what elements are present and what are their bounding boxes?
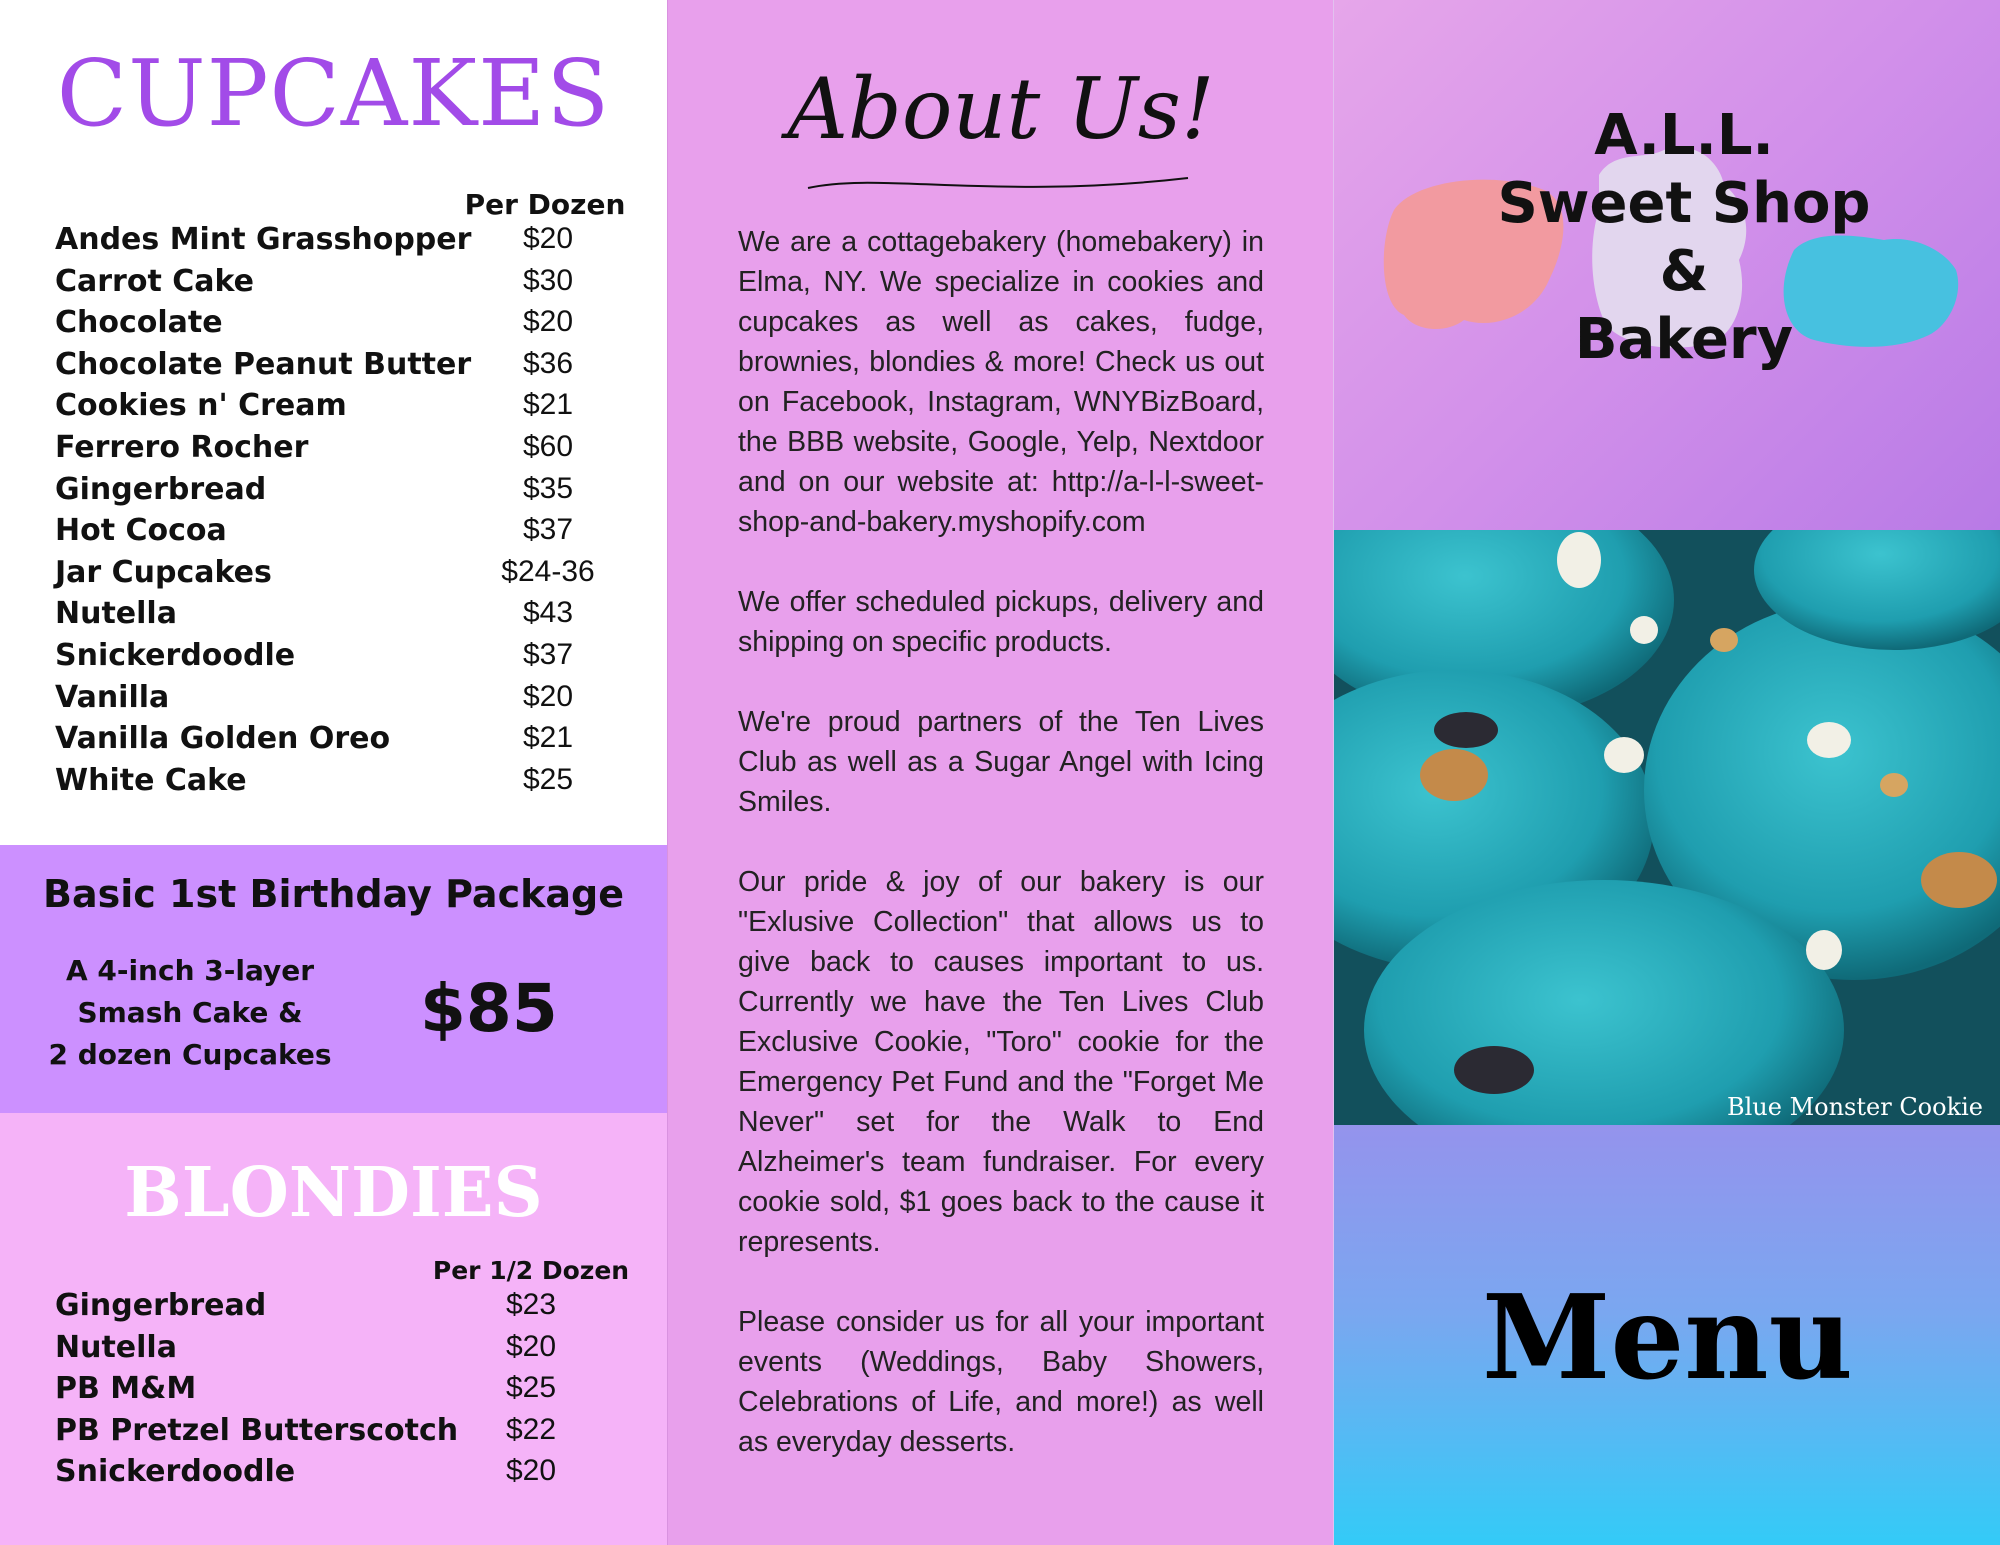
menu-item-name: Snickerdoodle — [55, 637, 296, 673]
logo-line: Bakery — [1574, 307, 1794, 372]
menu-item — [55, 347, 635, 389]
birthday-description-line: 2 dozen Cupcakes — [48, 1038, 332, 1071]
menu-item-name: PB M&M — [55, 1371, 197, 1407]
menu-item-name: Nutella — [55, 596, 177, 632]
menu-item-name: Gingerbread — [55, 1288, 267, 1323]
menu-item-name: Carrot Cake — [55, 263, 254, 299]
menu-title: Menu — [1482, 1270, 1853, 1406]
menu-item — [55, 638, 635, 680]
blondies-list — [55, 1288, 635, 1496]
menu-item-name: Ferrero Rocher — [55, 429, 309, 465]
birthday-package-title: Basic 1st Birthday Package — [43, 872, 624, 916]
menu-item-price: $36 — [522, 346, 574, 380]
menu-item-name: Snickerdoodle — [55, 1454, 296, 1490]
menu-item-name: Cookies n' Cream — [55, 388, 347, 424]
cupcakes-title: CUPCAKES — [56, 40, 611, 147]
menu-item — [55, 763, 635, 805]
menu-item-price: $60 — [522, 429, 574, 463]
logo-line: A.L.L. — [1594, 103, 1774, 168]
menu-item-price: $37 — [522, 637, 574, 671]
about-body — [738, 222, 1264, 1502]
menu-item-name: Chocolate Peanut Butter — [55, 346, 472, 382]
photo-caption: Blue Monster Cookie — [1726, 1093, 1983, 1121]
menu-item-price: $43 — [522, 596, 574, 630]
menu-item-price: $22 — [505, 1412, 557, 1446]
about-paragraph: Please consider us for all your important events (Weddings, Baby Showers, Celebrations of Life, and more!) as well as everyday desserts. — [738, 1306, 1264, 1458]
menu-item-name: Vanilla Golden Oreo — [55, 721, 391, 757]
menu-item-name: Vanilla — [55, 679, 170, 715]
about-paragraph: Our pride & joy of our bakery is our "Exlusive Collection" that allows us to give back to causes important to us. Currently we have the Ten Lives Club Exclusive Cookie, "Toro" cookie for the Emergency Pet Fund and the "Forget Me Never" set for the Walk to End Alzheimer's team fundraiser. For every cookie sold, $1 goes back to the cause it represents. — [738, 866, 1264, 1258]
menu-item — [55, 680, 635, 722]
birthday-description-line: Smash Cake & — [77, 996, 303, 1029]
menu-item-price: $35 — [522, 471, 574, 505]
menu-item — [55, 1371, 635, 1413]
menu-item-name: Jar Cupcakes — [55, 554, 272, 590]
blondies-column-header: Per 1/2 Dozen — [432, 1256, 630, 1285]
logo-line: & — [1659, 239, 1709, 304]
menu-item — [55, 1330, 635, 1372]
menu-item — [55, 305, 635, 347]
about-paragraph: We are a cottagebakery (homebakery) in Elma, NY. We specialize in cookies and cupcakes as well as cakes, fudge, brownies, blondies & more! Check us out on Facebook, Instagram, WNYBizBoard, the BBB website, Google, Yelp, Nextdoor and on our website at: http://a-l-l-sweet-shop-and-bakery.myshopify.com — [738, 226, 1264, 538]
about-paragraph: We're proud partners of the Ten Lives Club as well as a Sugar Angel with Icing Smiles. — [738, 706, 1264, 818]
menu-item-price: $20 — [522, 305, 574, 339]
left-panel — [0, 0, 667, 1545]
menu-item-price: $20 — [505, 1329, 557, 1363]
cookie-photo — [1334, 530, 2000, 1125]
menu-item — [55, 264, 635, 306]
menu-item-price: $23 — [505, 1288, 557, 1321]
menu-item — [55, 596, 635, 638]
menu-item-price: $25 — [505, 1371, 557, 1405]
menu-item — [55, 721, 635, 763]
birthday-description-line: A 4-inch 3-layer — [65, 954, 315, 987]
menu-item — [55, 472, 635, 514]
menu-item — [55, 1288, 635, 1330]
bakery-logo — [1374, 90, 1994, 420]
logo-area — [1334, 0, 2000, 530]
menu-item-price: $24-36 — [501, 554, 595, 588]
menu-item-name: PB Pretzel Butterscotch — [55, 1412, 459, 1448]
flourish-underline — [798, 170, 1198, 200]
logo-line: Sweet Shop — [1497, 171, 1871, 236]
birthday-package-description — [35, 950, 345, 1076]
birthday-package — [0, 845, 667, 1113]
about-title: About Us! — [787, 60, 1215, 158]
menu-item-name: Chocolate — [55, 305, 223, 341]
menu-item-name: White Cake — [55, 762, 247, 798]
cookie-photo-illustration — [1334, 530, 2000, 1125]
menu-item-price: $20 — [522, 222, 574, 255]
menu-item — [55, 430, 635, 472]
birthday-package-price: $85 — [420, 970, 558, 1047]
about-panel — [667, 0, 1333, 1545]
blondies-title: BLONDIES — [124, 1153, 543, 1233]
menu-item-price: $37 — [522, 513, 574, 547]
blondies-section — [0, 1113, 667, 1545]
menu-item — [55, 555, 635, 597]
cupcakes-list — [55, 222, 635, 804]
menu-item-name: Hot Cocoa — [55, 513, 227, 549]
menu-item — [55, 513, 635, 555]
cover-panel — [1333, 0, 2000, 1545]
menu-item-name: Gingerbread — [55, 471, 267, 507]
menu-item-price: $21 — [522, 721, 574, 755]
menu-item — [55, 1413, 635, 1455]
menu-item — [55, 388, 635, 430]
about-paragraph: We offer scheduled pickups, delivery and shipping on specific products. — [738, 586, 1264, 658]
menu-item-price: $21 — [522, 388, 574, 422]
menu-item-name: Nutella — [55, 1329, 177, 1365]
menu-item-price: $25 — [522, 762, 574, 796]
cupcakes-column-header: Per Dozen — [464, 188, 626, 221]
menu-item-price: $30 — [522, 263, 574, 297]
menu-item-price: $20 — [522, 679, 574, 713]
menu-item-name: Andes Mint Grasshopper — [55, 222, 472, 257]
menu-item — [55, 222, 635, 264]
logo-text — [1374, 102, 1994, 374]
menu-item — [55, 1454, 635, 1496]
menu-item-price: $20 — [505, 1454, 557, 1488]
